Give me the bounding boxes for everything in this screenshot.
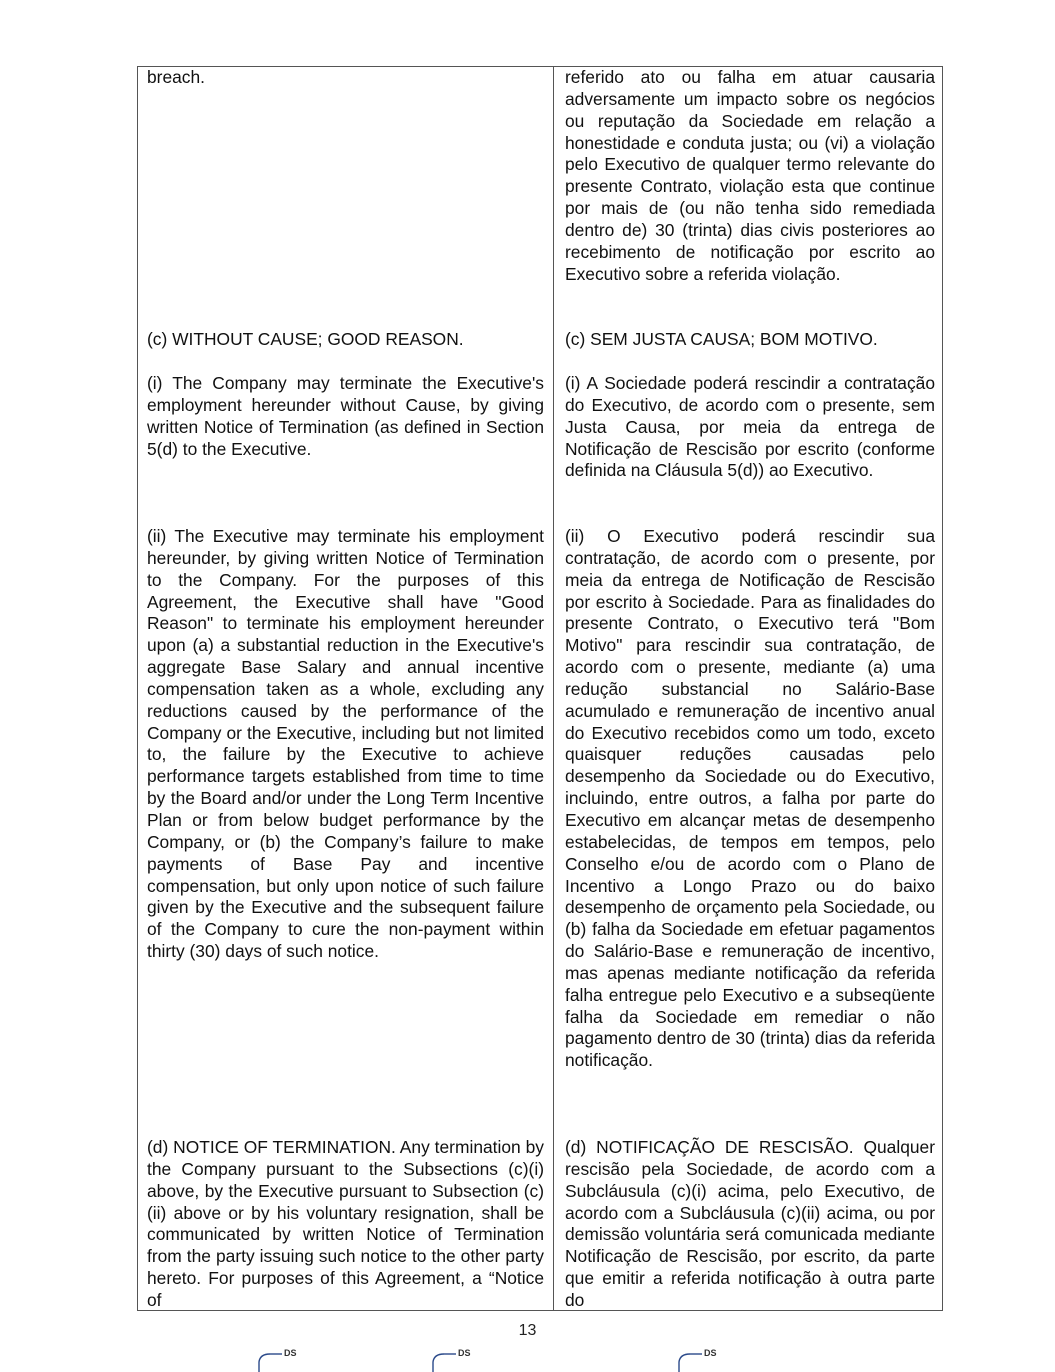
portuguese-column — [554, 67, 942, 1310]
english-heading-without-cause: (c) WITHOUT CAUSE; GOOD REASON. — [147, 329, 464, 349]
english-paragraph-breach: breach. — [147, 67, 206, 87]
docusign-initial-stamp — [256, 1348, 296, 1368]
english-paragraph-d-notice: (d) NOTICE OF TERMINATION. Any termination by the Company pursuant to the Subsections (c)(i) above, by the Executive pursuant to Subsection (c)(ii) above or by his voluntary resignation, shall be communicated by written Notice of Termination from the party issuing such notice to the other party hereto. For purposes of this Agreement, a “Notice of — [147, 1137, 544, 1310]
bilingual-contract-table — [137, 66, 943, 1311]
docusign-initial-stamp — [676, 1348, 716, 1368]
portuguese-paragraph-violation: referido ato ou falha em atuar causaria adversamente um impacto sobre os negócios ou reputação da Sociedade em relação a honestidade e conduta justa; ou (vi) a violação pelo Executivo de qualquer termo relevante do presente Contrato, violação esta que continue por mais de (ou não tenha sido remediada dentro de) 30 (trinta) dias civis posteriores ao recebimento de notificação por escrito ao Executivo sobre a referida violação. — [565, 67, 935, 284]
ds-label: DS — [704, 1348, 717, 1358]
portuguese-paragraph-d-notificacao: (d) NOTIFICAÇÃO DE RESCISÃO. Qualquer rescisão pela Sociedade, de acordo com a Subcláusula (c)(i) acima, pelo Executivo, de acordo com a Subcláusula (c)(ii) acima, ou por demissão voluntária será comunicada mediante Notificação de Rescisão, por escrito, da parte que emitir a referida notificação à outra parte do — [565, 1137, 935, 1310]
english-column — [138, 67, 554, 1310]
ds-label: DS — [284, 1348, 297, 1358]
portuguese-heading-sem-justa-causa: (c) SEM JUSTA CAUSA; BOM MOTIVO. — [565, 329, 878, 349]
docusign-initial-stamp — [430, 1348, 470, 1368]
english-paragraph-c-ii: (ii) The Executive may terminate his employment hereunder, by giving written Notice of Termination to the Company. For the purposes of this Agreement, the Executive shall have "Good Reason" to terminate his employment hereunder upon (a) a substantial reduction in the Executive's aggregate Base Salary and annual incentive compensation taken as a whole, excluding any reductions caused by the performance of the Company or the Executive, including but not limited to, the failure by the Executive to achieve performance targets established from time to time by the Board and/or under the Long Term Incentive Plan or from below budget performance by the Company, or (b) the Company’s failure to make payments of Base Pay and incentive compensation, but only upon notice of such failure given by the Executive and the subsequent failure of the Company to cure the non-payment within thirty (30) days of such notice. — [147, 526, 544, 962]
english-paragraph-c-i: (i) The Company may terminate the Executive's employment hereunder without Cause, by giving written Notice of Termination (as defined in Section 5(d) to the Executive. — [147, 373, 544, 459]
ds-label: DS — [458, 1348, 471, 1358]
page-number: 13 — [518, 1322, 537, 1339]
portuguese-paragraph-c-i: (i) A Sociedade poderá rescindir a contratação do Executivo, de acordo com o presente, sem Justa Causa, por meia da entrega de Notificação de Rescisão por escrito (conforme definida na Cláusula 5(d)) ao Executivo. — [565, 373, 935, 481]
portuguese-paragraph-c-ii: (ii) O Executivo poderá rescindir sua contratação, de acordo com o presente, por meia da entrega de Notificação de Rescisão por escrito à Sociedade. Para as finalidades do presente Contrato, o Executivo terá "Bom Motivo" para rescindir sua contratação, de acordo com o presente, mediante (a) uma redução substancial no Salário-Base acumulado e remuneração de incentivo anual do Executivo recebidos como um todo, exceto quaisquer reduções causadas pelo desempenho da Sociedade ou do Executivo, incluindo, entre outros, a falha por parte do Executivo em alcançar metas de desempenho estabelecidas, de tempos em tempos, pelo Conselho e/ou de acordo com o Plano de Incentivo a Longo Prazo ou do baixo desempenho de orçamento pela Sociedade, ou (b) falha da Sociedade em efetuar pagamentos do Salário-Base e remuneração de incentivo, mas apenas mediante notificação da referida falha entregue pelo Executivo e a subseqüente falha da Sociedade em remediar o não pagamento dentro de 30 (trinta) dias da referida notificação. — [565, 526, 935, 1071]
